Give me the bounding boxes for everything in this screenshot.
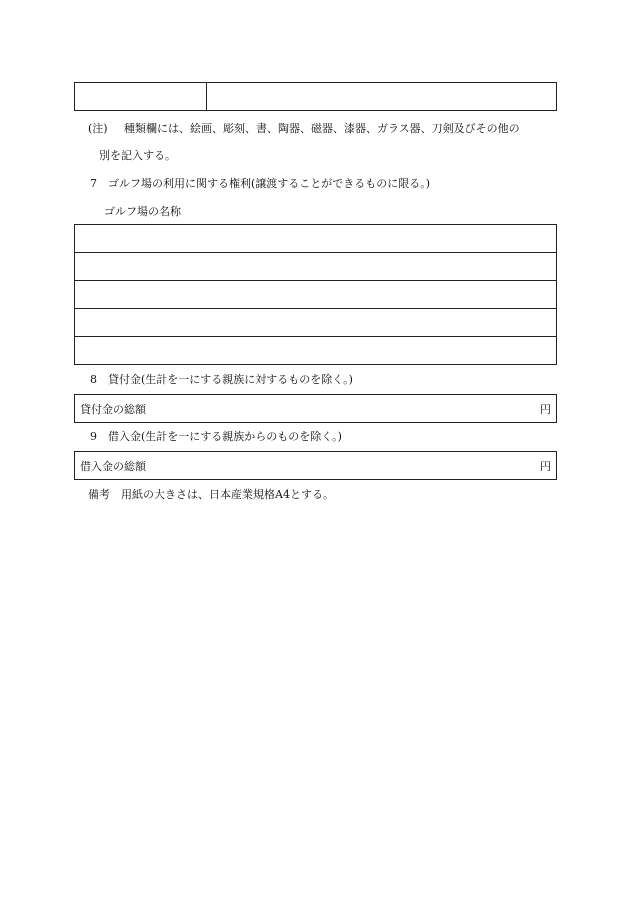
loans-payable-total-field[interactable]: [74, 451, 557, 480]
loans-receivable-total-label: 貸付金の総額: [80, 403, 146, 416]
golf-course-name-row[interactable]: [75, 309, 557, 337]
yen-unit: 円: [540, 403, 551, 416]
loans-receivable-total-field[interactable]: [74, 394, 557, 423]
golf-course-name-row[interactable]: [75, 337, 557, 365]
section6-table-tail: [74, 82, 557, 111]
golf-course-name-table: [74, 224, 557, 365]
note-line-2: 別を記入する。: [99, 149, 176, 162]
remark: 備考 用紙の大きさは、日本産業規格A4とする。: [88, 488, 334, 501]
golf-course-name-row[interactable]: [75, 253, 557, 281]
golf-course-name-row[interactable]: [75, 225, 557, 253]
type-cell[interactable]: [75, 83, 207, 111]
detail-cell[interactable]: [207, 83, 557, 111]
yen-unit: 円: [540, 460, 551, 473]
section8-title: 8 貸付金(生計を一にする親族に対するものを除く。): [90, 373, 353, 386]
note-line-1: 種類欄には、絵画、彫刻、書、陶器、磁器、漆器、ガラス器、刀剣及びその他の: [124, 122, 520, 135]
loans-payable-total-label: 借入金の総額: [80, 460, 146, 473]
section7-title: 7 ゴルフ場の利用に関する権利(譲渡することができるものに限る。): [90, 177, 431, 190]
golf-course-name-row[interactable]: [75, 281, 557, 309]
section7-subtitle: ゴルフ場の名称: [104, 205, 181, 218]
note-prefix: (注): [88, 122, 108, 135]
section9-title: 9 借入金(生計を一にする親族からのものを除く。): [90, 430, 342, 443]
